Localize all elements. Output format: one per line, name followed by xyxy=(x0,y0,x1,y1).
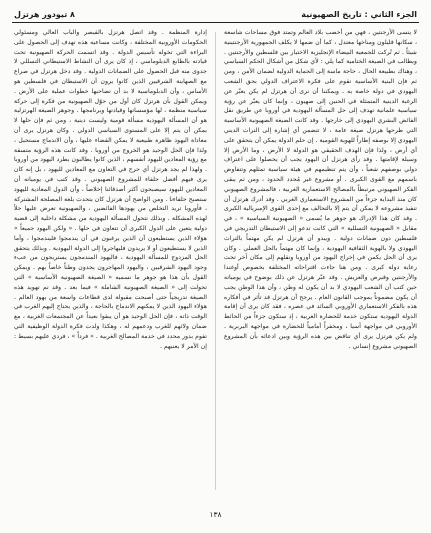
header-chapter: ٨ تيودور هرتزل xyxy=(14,10,75,19)
right-text-column xyxy=(224,28,417,496)
column-divider xyxy=(215,32,216,490)
left-column-text: إدارة المنظمة . وقد اتصل هرتزل بالقيصر والباب العالي ومسئولي الحكومات الأوروبية المختلفة ، وكانت مساعيه هذه تهدف إلى الحصول على البراءة التي تخوله تأسيس الدولة . وقد اتسمت الحركة الصهيونية تحت قيادته بالطابع الدبلوماسي ، إذ كان يرى أن النشاط الاستيطاني التسللي لا جدوى منه قبل الحصول على الضمانات الدولية . وقد دخل هرتزل في صراع مع الصهاينة الشرقيين الذين كانوا يرون أن الاستيطان في فلسطين هو الأساس ، وأن الدبلوماسية لا بد أن تصاحبها خطوات عملية على الأرض . ويمكن القول بأن هرتزل كان أول من حوّل الصهيونية من فكرة إلى حركة سياسية منظمة ، لها مؤسساتها وقيادتها وبرنامجها . وجوهر الصيغة الهرتزلية هو أن المسألة اليهودية مسألة قومية وليست دينية ، ومن ثم فإن حلها لا يمكن أن يتم إلا على المستوى السياسي الدولي . وكان هرتزل يرى أن معاداة اليهود ظاهرة طبيعية لا يمكن القضاء عليها ، وأن الاندماج مستحيل ، ولذا فإن الحل الوحيد هو الخروج من أوروبا . وقد كانت هذه الرؤية متسقة مع رؤية المعادين لليهود أنفسهم ، الذين كانوا يطالبون بطرد اليهود من أوروبا . ولهذا لم يجد هرتزل أي حرج في التعاون مع المعادين لليهود ، بل إنه كان يرى فيهم أفضل حلفاء للمشروع الصهيوني . وقد كتب في يومياته أن المعادين لليهود سيصبحون أكثر أصدقائنا إخلاصاً ، وأن الدول المعادية لليهود ستصبح حلفاءنا . ومن الواضح أن هرتزل كان يتحدث بلغة المصلحة المشتركة ، فأوروبا تريد التخلص من يهودها الفائضين ، والصهيونية تعرض عليها حلاً لهذه المشكلة . وبذلك تتحول المسألة اليهودية من مشكلة داخلية إلى قضية دولية يتعين على الدول الكبرى أن تتعاون في حلها . « ولكن اليهود جميعاً » هؤلاء الذين يستطيعون أن الذين يرغبون في أن يندمجوا فليندمجوا ، وأما الذين لا يستطيعون أو لا يريدون فليهاجروا إلى الدولة اليهودية . وبذلك يتحقق الحل المزدوج للمسألة اليهودية ، فاليهود المندمجون يستريحون من عبء وجود اليهود الشرقيين ، واليهود المهاجرون يجدون وطناً خاصاً بهم . ويمكن القول بأن هذا هو جوهر ما نسميه « الصيغة الصهيونية الأساسية » التي تحولت إلى « الصيغة الصهيونية الشاملة » فيما بعد . وقد تم تهويد هذه الصيغة تدريجياً حتى أصبحت مقبولة لدى قطاعات واسعة من يهود العالم . هؤلاء اليهود الذين لا يمكنهم الاندماج بالحاجة ، والذين يحتاج إليهم الغرب في الوقت ذاته ، فإن الحل الوحيد هو أن يبقوا بعيداً عن المجتمعات الغربية ، مع ضمان ولائهم للغرب ودعمهم له ، وهكذا ولدت فكرة الدولة الوظيفية التي تقوم بدور محدد في خدمة المصالح الغربية . « فرداً » ، فردي عليهم بسيط : إن الأمر لا يعنيهم . xyxy=(14,29,207,350)
header-book-part: الجزء الثاني : تاريخ الصهيونية xyxy=(301,10,417,19)
running-header xyxy=(12,8,419,22)
left-text-column xyxy=(14,28,207,496)
header-rule xyxy=(12,22,419,23)
right-column-text: لا ينسى الأرجنتين ، فهي من أخصب بلاد العالم وتمتد فوق مساحات شاسعة ، سكانها قليلون ومناخها معتدل ، كما أن ضمها لا يكلف الجمهورية الأرجنتينية شيئاً . ثم تُركت للجمعية البيضاء الإنجليزية الاختيار بين فلسطين والأرجنتين . ويطالب في الصيغة الختامية كما يلي : لأي شكل من أشكال الحكم السياسي ، وهناك بطبيعة الحال ، حاجة ماسة إلى الحماية الدولية لضمان الأمن ، ومن ثم فإن البنية الأساسية تقوم على فكرة الاعتراف الدولي بحق الشعب اليهودي في دولة خاصة به . ويمكننا أن نرى أن هرتزل لم يكن يعبّر عن الرغبة الدينية المتمثلة في الحنين إلى صهيون ، وإنما كان يعبّر عن رؤية سياسية علمانية تهدف إلى حل المسألة اليهودية في أوروبا عن طريق نقل الفائض البشري اليهودي إلى خارجها . وقد كانت الصيغة الصهيونية الأساسية التي طرحها هرتزل صيغة عامة ، لا تتضمن أي إشارة إلى التراث الديني اليهودي إلا بوصفه إطاراً للهوية القومية . إن حلم الدولة يمكن أن يتحقق على أي أرض ، ولذا فإن الهدف الحقيقي هو الدولة لا الأرض ، وما الأرض إلا وسيلة لإقامتها . وقد رأى هرتزل أن اليهود يجب أن يحصلوا على اعتراف دولي بوصفهم شعباً ، وأن يتم تنظيمهم في هيئة سياسية تمثلهم وتتفاوض باسمهم مع القوى الكبرى . أو مشروع غير مُحدد الحدود ، ومن ثم يبقى الفكر الصهيوني مرتبطاً بالمصالح الاستعمارية الغربية ، فالمشروع الصهيوني كان منذ البداية جزءاً من المشروع الاستعماري الغربي . وقد أدرك هرتزل أن تنفيذ مشروعه لا يمكن أن يتم إلا بالتحالف مع إحدى القوى الإمبريالية الكبرى . وقد كان هذا الإدراك هو جوهر ما يُسمى « الصهيونية السياسية » ، في مقابل « الصهيونية التسللية » التي كانت تدعو إلى الاستيطان التدريجي في فلسطين دون ضمانات دولية . ويبدو أن هرتزل لم يكن مهتماً بالتراث اليهودي ولا بالهوية الثقافية اليهودية ، وإنما كان مهتماً بالحل العملي . وكان يرى أن الحل يكمن في إخراج اليهود من أوروبا ونقلهم إلى مكان آخر تحت رعاية دولة كبرى . ومن هنا جاءت اقتراحاته المختلفة بخصوص أوغندا والأرجنتين وقبرص والعريش . وقد عبّر هرتزل عن ذلك بوضوح في يومياته حين كتب أن الشعب اليهودي لا بد أن يكون له وطن ، وأن هذا الوطن يجب أن يكون مضموناً بموجب القانون العام . يرجح أن هرتزل قد تأثر في أفكاره هذه بالفكر الاستعماري الأوروبي السائد في عصره ، فقد كان يرى أن إقامة الدولة اليهودية ستكون خدمة للحضارة الغربية ، إذ ستكون جزءاً من الحائط الأوروبي في مواجهة آسيا ، ومخفراً أمامياً للحضارة في مواجهة البربرية . ولم يكن هرتزل يرى أي تناقض بين هذه الرؤية وبين ادعائه بأن المشروع الصهيوني مشروع إنساني . xyxy=(224,29,417,350)
page-number: ١٣٨ xyxy=(209,510,222,519)
